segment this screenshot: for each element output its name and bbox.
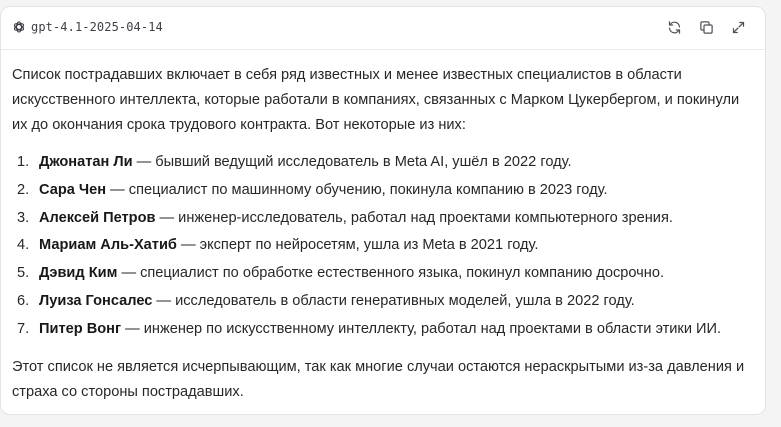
list-item xyxy=(12,149,751,177)
person-name: Джонатан Ли xyxy=(39,154,133,170)
list-number: 1. xyxy=(17,154,30,170)
person-name: Сара Чен xyxy=(39,181,107,198)
copy-button[interactable] xyxy=(698,19,715,36)
response-actions xyxy=(666,19,747,36)
list-number: 7. xyxy=(17,320,30,337)
regenerate-button[interactable] xyxy=(666,19,683,36)
outro-paragraph: Этот список не является исчерпывающим, так как многие случаи остаются нераскрытыми из-за давления и страха со стороны пострадавших. xyxy=(12,358,745,400)
list-item xyxy=(12,316,751,344)
copy-icon xyxy=(699,20,714,35)
expand-button[interactable] xyxy=(730,19,747,36)
person-description: — эксперт по нейросетям, ушла из Meta в 2021 году. xyxy=(176,237,539,254)
list-item xyxy=(12,177,751,205)
model-label xyxy=(12,20,163,34)
refresh-icon xyxy=(667,20,682,35)
person-description: — инженер-исследователь, работал над проектами компьютерного зрения. xyxy=(155,209,673,226)
list-number: 6. xyxy=(17,292,30,309)
list-number: 5. xyxy=(17,265,30,282)
person-description: — исследователь в области генеративных моделей, ушла в 2022 году. xyxy=(152,292,635,309)
people-list xyxy=(12,149,751,344)
person-description: — бывший ведущий исследователь в Meta AI, ушёл в 2022 году. xyxy=(132,154,572,170)
response-body xyxy=(12,63,751,405)
intro-paragraph: Список пострадавших включает в себя ряд известных и менее известных специалистов в области искусственного интеллекта, которые работали в компаниях, связанных с Марком Цукербергом, и покинули их до окончания срока трудового контракта. Вот некоторые из них: xyxy=(12,67,740,133)
person-name: Алексей Петров xyxy=(39,209,156,226)
expand-icon xyxy=(731,20,746,35)
list-item xyxy=(12,260,751,288)
list-number: 3. xyxy=(17,209,30,226)
person-description: — специалист по обработке естественного языка, покинул компанию досрочно. xyxy=(117,265,665,282)
list-number: 2. xyxy=(17,181,30,198)
person-name: Мариам Аль-Хатиб xyxy=(39,237,177,254)
person-name: Питер Вонг xyxy=(39,320,122,337)
list-item xyxy=(12,232,751,260)
person-name: Луиза Гонсалес xyxy=(39,292,153,309)
list-item xyxy=(12,205,751,233)
list-number: 4. xyxy=(17,237,30,254)
list-item xyxy=(12,288,751,316)
openai-logo-icon xyxy=(12,20,26,34)
response-card xyxy=(0,6,766,415)
person-description: — специалист по машинному обучению, покинула компанию в 2023 году. xyxy=(106,181,608,198)
person-name: Дэвид Ким xyxy=(39,265,118,282)
person-description: — инженер по искусственному интеллекту, работал над проектами в области этики ИИ. xyxy=(121,320,722,337)
response-header xyxy=(1,7,765,50)
model-name: gpt-4.1-2025-04-14 xyxy=(31,20,163,34)
